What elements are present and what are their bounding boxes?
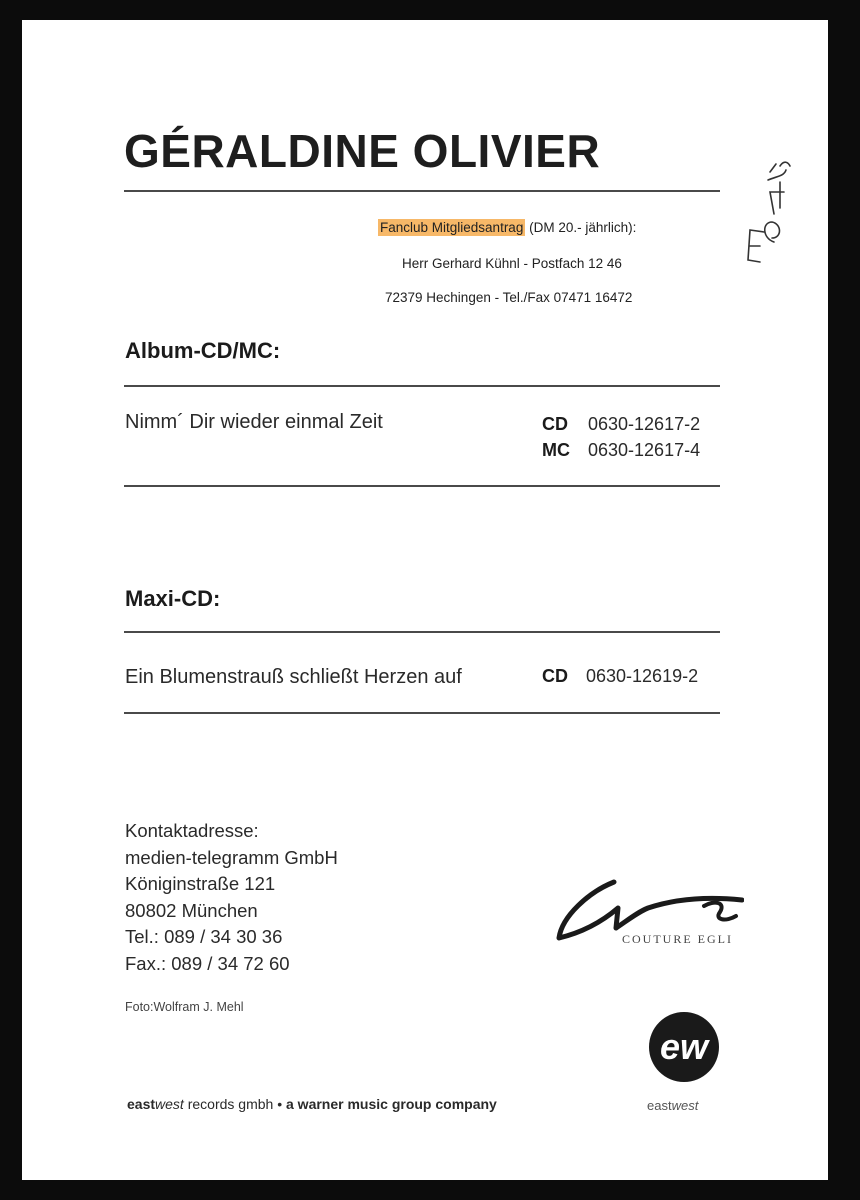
footer-text-2: a warner music group company [286,1096,497,1112]
fanclub-fee: (DM 20.- jährlich): [525,220,637,235]
album-format-cd: CD [542,414,568,434]
footer-text-1: records gmbh • [183,1096,286,1112]
fanclub-highlight: Fanclub Mitgliedsantrag [380,220,524,235]
contact-fax: Fax.: 089 / 34 72 60 [125,952,290,974]
maxi-title: Ein Blumenstrauß schließt Herzen auf [125,666,462,688]
autograph-card [22,20,828,1180]
maxi-code-cd: 0630-12619-2 [586,666,699,686]
album-code-mc: 0630-12617-4 [588,440,701,460]
album-format-mc: MC [542,440,570,460]
title-rule [124,190,720,192]
contact-street: Königinstraße 121 [125,873,276,894]
footer-brand-west: west [155,1096,184,1112]
album-title: Nimm´ Dir wieder einmal Zeit [125,411,383,433]
footer-brand-east: east [127,1096,156,1112]
eastwest-logo-mark: ew [659,1026,709,1067]
handwritten-note [730,150,802,280]
contact-tel: Tel.: 089 / 34 30 36 [125,926,283,947]
fanclub-line-1 [378,220,636,235]
contact-company: medien-telegramm GmbH [125,846,338,868]
contact-label: Kontaktadresse: [125,820,259,841]
couture-egli-text: COUTURE EGLI [622,932,733,946]
maxi-top-rule [124,631,720,633]
eastwest-logo-text-b: west [671,1098,699,1113]
album-bottom-rule [124,485,720,487]
contact-block [125,818,338,977]
eastwest-logo-icon [649,1012,719,1082]
eastwest-logo-text [647,1098,698,1113]
album-heading: Album-CD/MC: [125,338,281,363]
album-code-cd: 0630-12617-2 [588,414,701,434]
maxi-format-cd: CD [542,666,568,686]
album-top-rule [124,385,720,387]
eastwest-logo-text-a: east [647,1098,672,1113]
maxi-heading: Maxi-CD: [125,586,221,611]
contact-city: 80802 München [125,899,258,921]
maxi-bottom-rule [124,712,720,714]
fanclub-line-2: Herr Gerhard Kühnl - Postfach 12 46 [402,256,622,271]
photo-credit: Foto:Wolfram J. Mehl [125,1000,244,1014]
fanclub-line-3: 72379 Hechingen - Tel./Fax 07471 16472 [385,290,633,305]
footer [127,1096,497,1112]
artist-title: GÉRALDINE OLIVIER [124,125,601,177]
